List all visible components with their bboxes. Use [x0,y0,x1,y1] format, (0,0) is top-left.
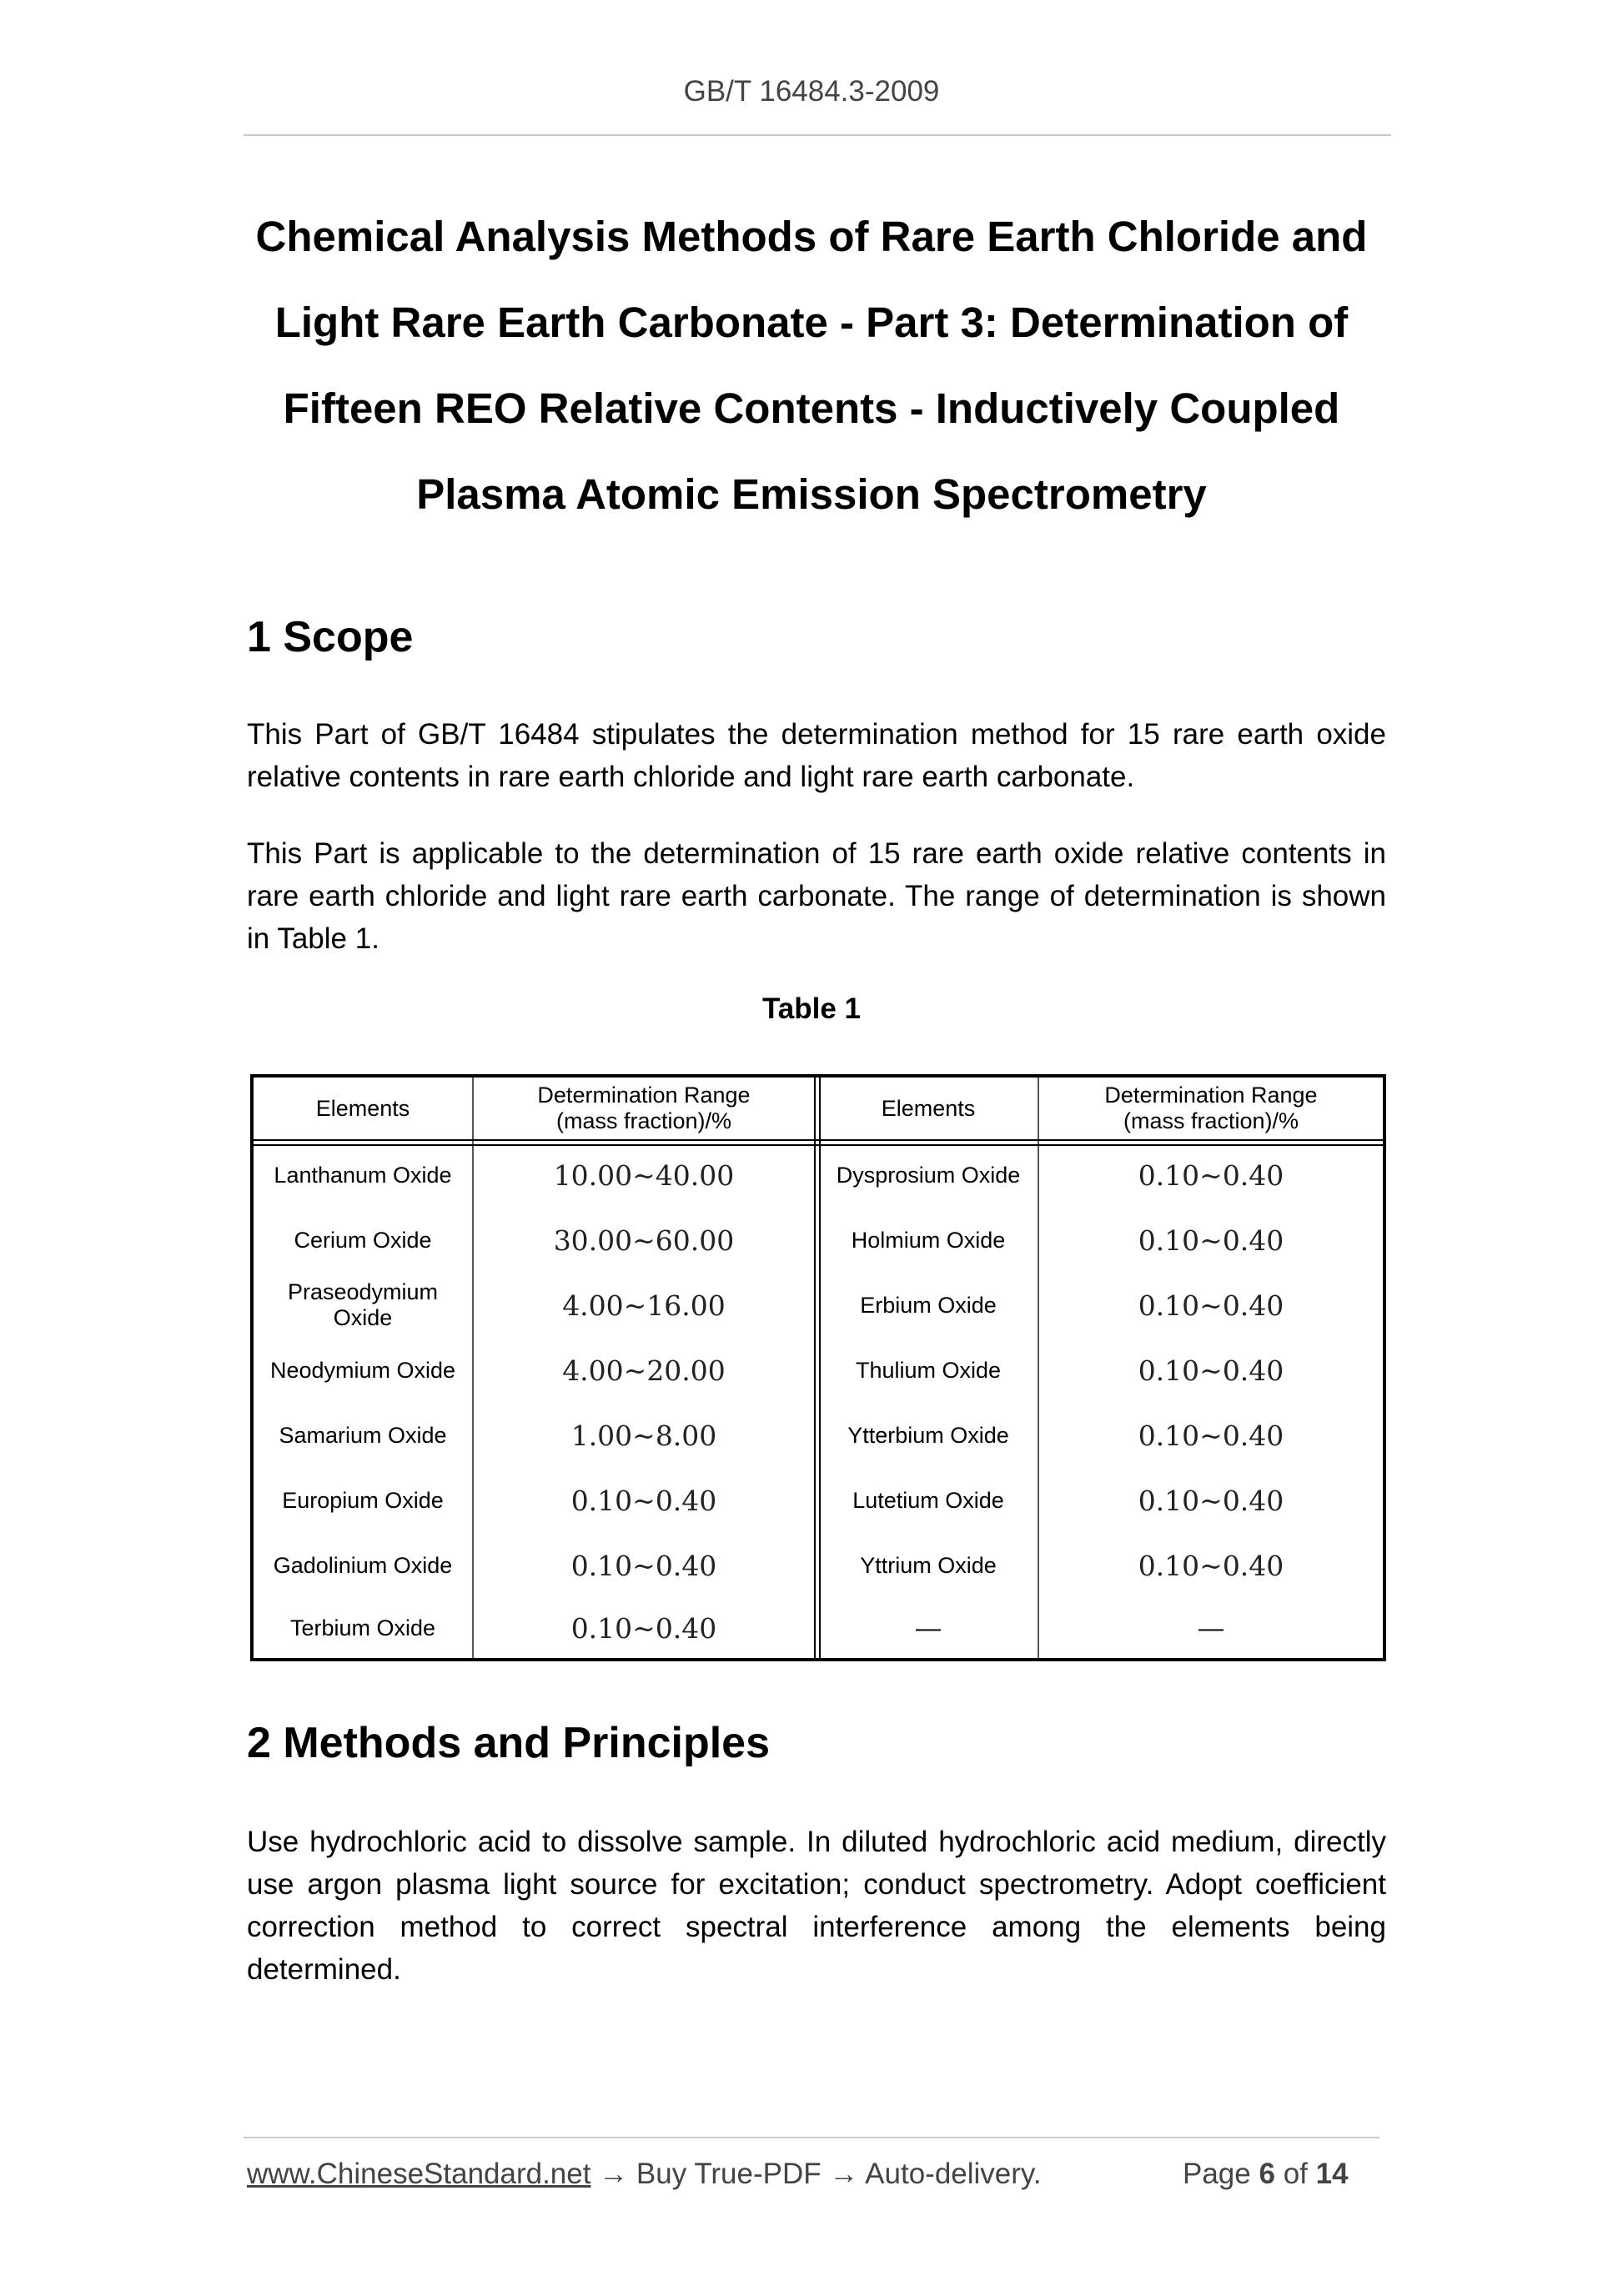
table-cell-element: Praseodymium Oxide [287,1279,439,1330]
table-cell-range: 0.10~0.40 [1138,1484,1284,1517]
page-current: 6 [1259,2158,1275,2190]
table-cell-range: 0.10~0.40 [1138,1223,1284,1257]
table-cell-range: 1.00~8.00 [570,1419,717,1452]
footer-tagline: → Buy True-PDF → Auto-delivery. [590,2158,1042,2190]
header-range-left [474,1078,814,1139]
table-cell-element: Europium Oxide [282,1487,444,1513]
page-indicator [1183,2158,1349,2191]
table-cell-range: 30.00~60.00 [553,1223,735,1257]
document-title: Chemical Analysis Methods of Rare Earth Chloride and Light Rare Earth Carbonate - Part 3: Determination of Fifteen REO Relative Contents - Inductively Coupled Plasma Atomic Emission Spectrometry [255,213,1368,518]
header-range-line2: (mass fraction)/% [555,1108,732,1133]
table-caption: Table 1 [761,992,861,1025]
section-heading-methods: 2 Methods and Principles [247,1719,771,1767]
scope-paragraph-1: This Part of GB/T 16484 stipulates the determination method for 15 rare earth oxide relative contents in rare earth chloride and light rare earth carbonate. [247,718,1386,793]
table-cell-element: Dysprosium Oxide [836,1162,1021,1188]
table-cell-range: 4.00~20.00 [562,1354,726,1387]
header-elements-left: Elements [315,1095,410,1121]
table-cell-empty-dash: — [1198,1614,1224,1642]
table-cell-element: Erbium Oxide [860,1292,997,1318]
table-cell-element: Cerium Oxide [294,1227,432,1253]
table-cell-range: 4.00~16.00 [562,1289,726,1322]
table-cell-range: 0.10~0.40 [570,1549,717,1582]
table-cell-range: 0.10~0.40 [570,1611,717,1645]
header-rule [244,134,1391,136]
table-cell-range: 10.00~40.00 [553,1158,735,1192]
determination-range-table [250,1074,1386,1661]
footer-rule [244,2137,1379,2138]
scope-paragraph-2: This Part is applicable to the determination of 15 rare earth oxide relative contents in rare earth chloride and light rare earth carbonate. The range of determination is shown in Table 1. [247,837,1386,955]
table-cell-range: 0.10~0.40 [1138,1419,1284,1452]
header-range-line1: Determination Range [1104,1083,1318,1108]
table-cell-range: 0.10~0.40 [570,1484,717,1517]
page-total: 14 [1315,2158,1349,2190]
table-cell-element: Yttrium Oxide [860,1552,997,1578]
footer-link[interactable] [247,2158,1042,2191]
footer-website-link[interactable]: www.ChineseStandard.net [247,2158,591,2190]
table-cell-empty-dash: — [916,1614,941,1642]
table-cell-range: 0.10~0.40 [1138,1158,1284,1192]
table-cell-element: Neodymium Oxide [269,1357,456,1383]
table-cell-element: Lutetium Oxide [852,1487,1004,1513]
header-range-line1: Determination Range [537,1083,751,1108]
table-cell-element: Samarium Oxide [279,1422,447,1448]
running-header: GB/T 16484.3-2009 [683,75,940,108]
table-cell-range: 0.10~0.40 [1138,1289,1284,1322]
table-cell-range: 0.10~0.40 [1138,1354,1284,1387]
table-cell-element: Lanthanum Oxide [274,1162,452,1188]
section-heading-scope: 1 Scope [247,613,414,661]
methods-paragraph-1: Use hydrochloric acid to dissolve sample. In diluted hydrochloric acid medium, directly use argon plasma light source for excitation; conduct spectrometry. Adopt coefficient correction method to correct spectral interference among the elements being determined. [247,1826,1386,1986]
table-cell-element: Thulium Oxide [855,1357,1002,1383]
header-elements-right: Elements [881,1095,976,1121]
page-label: Page [1183,2158,1251,2190]
table-cell-element: Terbium Oxide [289,1615,436,1640]
header-range-right [1039,1078,1383,1139]
table-cell-element: Holmium Oxide [851,1227,1006,1253]
header-range-line2: (mass fraction)/% [1123,1108,1299,1133]
table-cell-element: Ytterbium Oxide [847,1422,1009,1448]
table-cell-element: Gadolinium Oxide [273,1552,453,1578]
table-cell-range: 0.10~0.40 [1138,1549,1284,1582]
of-label: of [1283,2158,1308,2190]
